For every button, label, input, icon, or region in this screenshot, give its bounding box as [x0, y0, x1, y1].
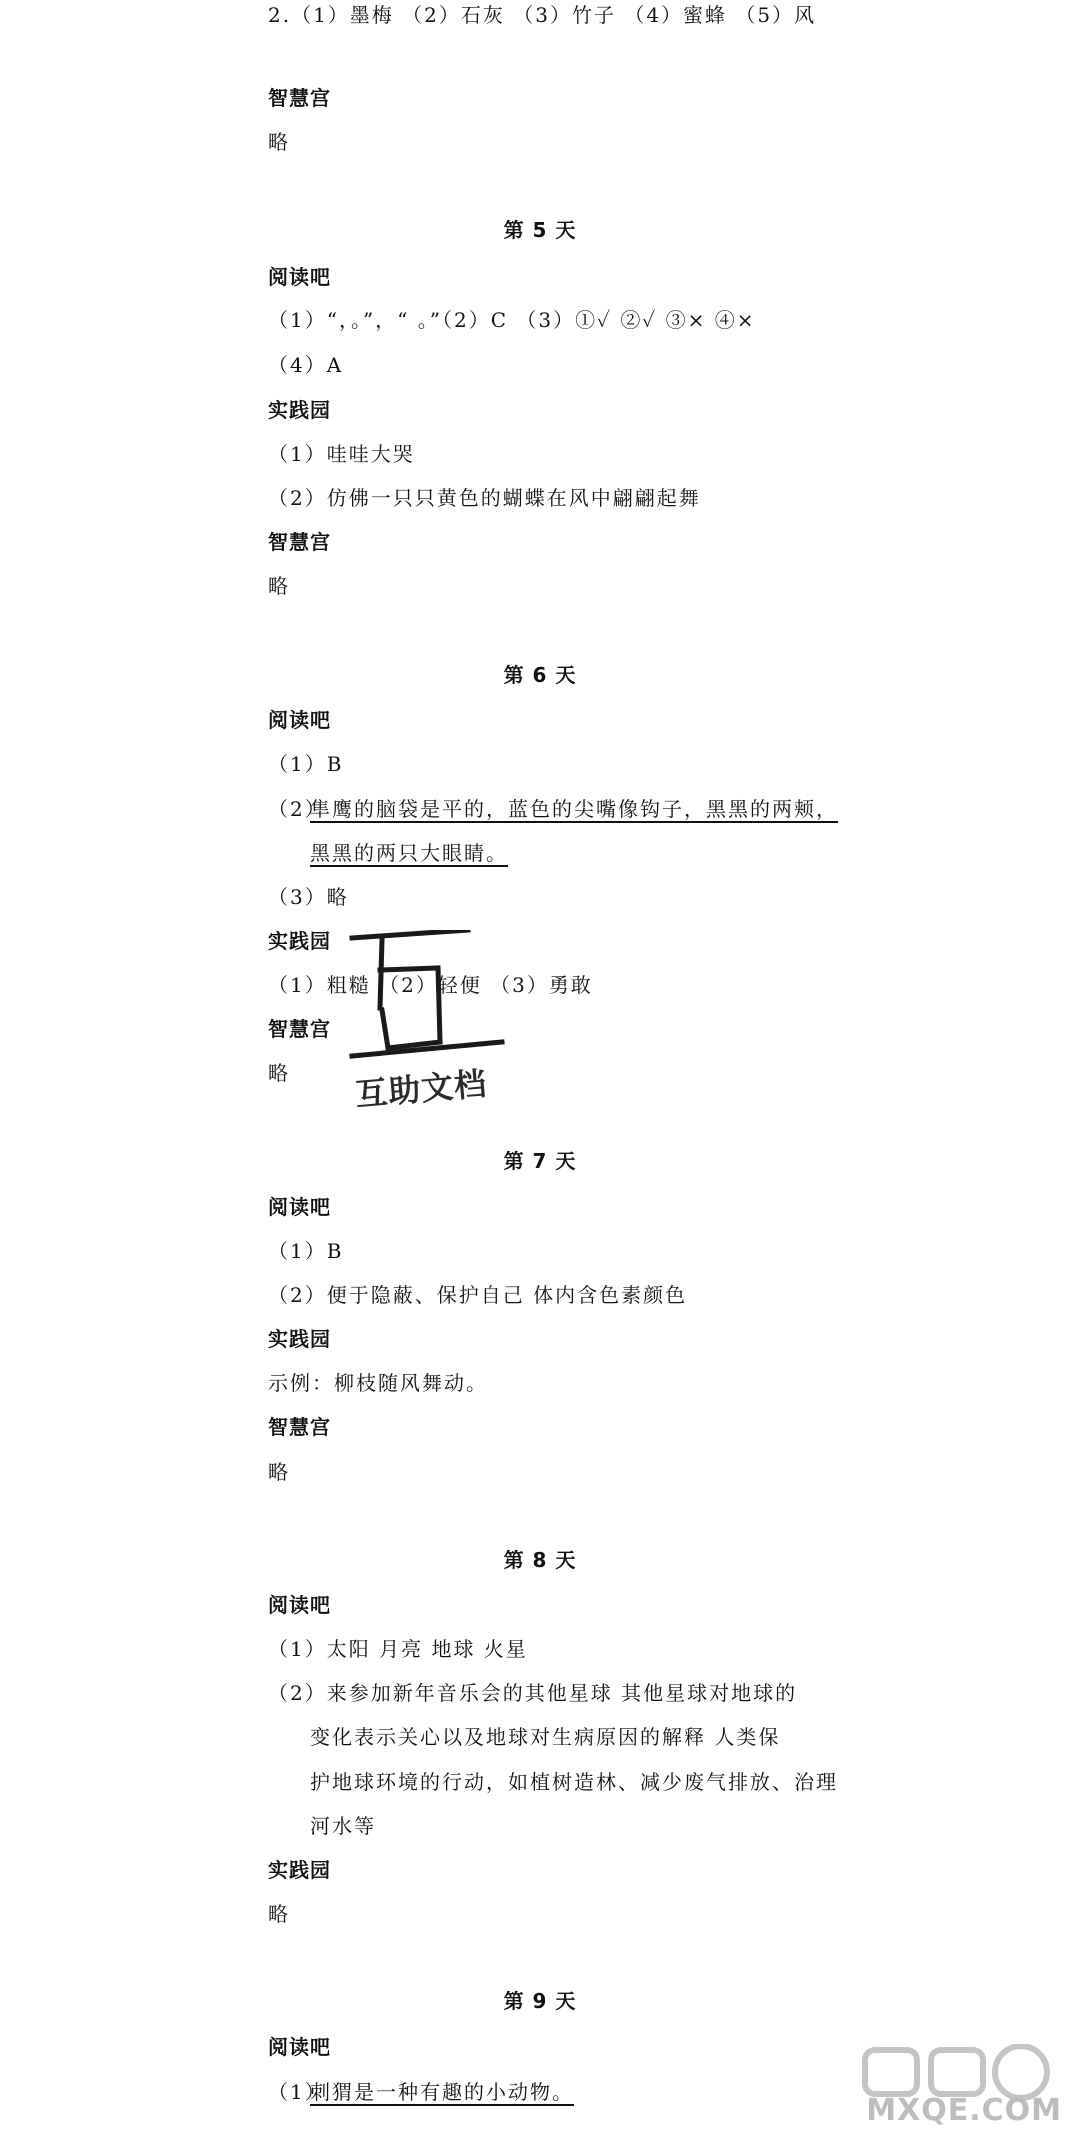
day-heading: 第 6 天	[503, 663, 577, 687]
section-heading: 阅读吧	[268, 265, 331, 289]
section-heading: 实践园	[268, 929, 331, 953]
answer-line: 略	[268, 130, 290, 154]
answer-line: 略	[268, 1902, 290, 1926]
day-heading: 第 7 天	[503, 1149, 577, 1173]
answer-line: 2.（1）墨梅 （2）石灰 （3）竹子 （4）蜜蜂 （5）风	[268, 3, 817, 27]
answer-line: （1）B	[268, 1239, 344, 1263]
answer-line: （3）略	[268, 885, 349, 909]
answer-line: （1）B	[268, 752, 344, 776]
answer-label: （1）	[268, 2080, 327, 2104]
underlined-answer: 刺猬是一种有趣的小动物。	[310, 2080, 574, 2104]
day-heading: 第 9 天	[503, 1989, 577, 2013]
section-heading: 智慧宫	[268, 1415, 331, 1439]
section-heading: 阅读吧	[268, 1195, 331, 1219]
answer-line: 变化表示关心以及地球对生病原因的解释 人类保	[310, 1725, 781, 1749]
watermark-text: 互助文档	[353, 1064, 489, 1114]
answer-line: 河水等	[310, 1814, 376, 1838]
site-logo-text: MXQE.COM	[866, 2093, 1062, 2128]
section-heading: 智慧宫	[268, 1017, 331, 1041]
answer-line: 略	[268, 1460, 290, 1484]
section-heading: 阅读吧	[268, 708, 331, 732]
day-heading: 第 8 天	[503, 1548, 577, 1572]
section-heading: 智慧宫	[268, 530, 331, 554]
answer-line: （1）太阳 月亮 地球 火星	[268, 1637, 528, 1661]
underlined-answer: 黑黑的两只大眼睛。	[310, 841, 508, 865]
answer-label: （2）	[268, 797, 327, 821]
answer-line: 护地球环境的行动，如植树造林、减少废气排放、治理	[310, 1770, 838, 1794]
answer-line: （2）来参加新年音乐会的其他星球 其他星球对地球的	[268, 1681, 798, 1705]
answer-line: （1）“，。”，“ 。”（2）C （3）①✓ ②✓ ③× ④×	[268, 308, 756, 332]
section-heading: 阅读吧	[268, 1593, 331, 1617]
answer-line: （2）仿佛一只只黄色的蝴蝶在风中翩翩起舞	[268, 486, 701, 510]
answer-line: 略	[268, 574, 290, 598]
answer-line: （2）便于隐蔽、保护自己 体内含色素颜色	[268, 1283, 688, 1307]
answer-line: 示例：柳枝随风舞动。	[268, 1371, 488, 1395]
answer-line: 略	[268, 1061, 290, 1085]
section-heading: 实践园	[268, 1858, 331, 1882]
section-heading: 阅读吧	[268, 2035, 331, 2059]
answer-line: （1）粗糙 （2）轻便 （3）勇敢	[268, 973, 593, 997]
section-heading: 实践园	[268, 398, 331, 422]
section-heading: 实践园	[268, 1327, 331, 1351]
answer-line: （1）哇哇大哭	[268, 442, 415, 466]
day-heading: 第 5 天	[503, 218, 577, 242]
section-heading: 智慧宫	[268, 86, 331, 110]
underlined-answer: 隼鹰的脑袋是平的，蓝色的尖嘴像钩子，黑黑的两颊，	[310, 797, 838, 821]
answer-line: （4）A	[268, 353, 344, 377]
